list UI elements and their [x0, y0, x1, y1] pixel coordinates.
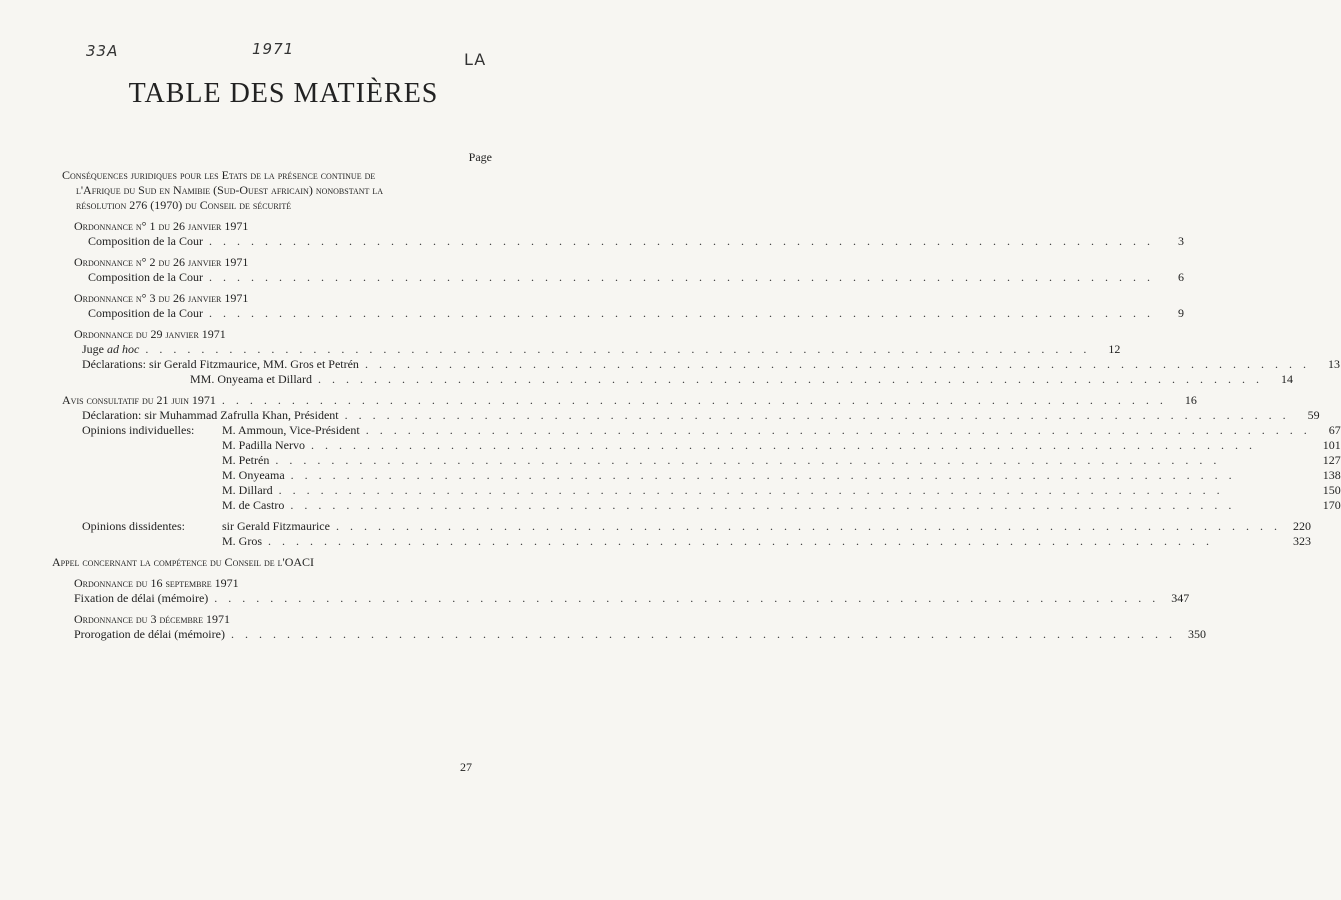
declarations-label: Déclarations: [82, 357, 146, 371]
table-of-contents [52, 150, 1341, 642]
toc-entry-page: 67 [1328, 423, 1341, 437]
toc-entry-text [82, 357, 359, 372]
toc-entry[interactable] [82, 342, 1121, 357]
toc-entry-page: 13 [1327, 357, 1340, 371]
toc-entry[interactable] [222, 534, 1311, 549]
toc-entry[interactable] [222, 453, 1341, 468]
dissenting-opinions-list [222, 519, 1311, 549]
toc-entry-text: Composition de la Cour [88, 234, 203, 248]
leader-dots [209, 234, 1154, 249]
page-title: TABLE DES MATIÈRES [128, 78, 439, 109]
toc-entry-page: 6 [1178, 270, 1184, 284]
page-column-label: Page [468, 150, 492, 164]
toc-entry-page: 347 [1171, 591, 1190, 605]
toc-entry-text: M. de Castro [222, 498, 285, 512]
individual-opinions-list [222, 423, 1341, 513]
toc-entry-text: Prorogation de délai (mémoire) [74, 627, 225, 641]
toc-entry[interactable] [222, 468, 1341, 483]
toc-entry-text: MM. Onyeama et Dillard [190, 372, 312, 386]
toc-entry-page: 9 [1178, 306, 1184, 320]
leader-dots [365, 357, 1310, 372]
handwritten-note-left: 33A [86, 42, 119, 60]
toc-entry-text: M. Padilla Nervo [222, 438, 305, 452]
toc-entry-text: Composition de la Cour [88, 306, 203, 320]
toc-entry-page: 14 [1280, 372, 1293, 386]
leader-dots [311, 438, 1311, 453]
toc-entry-text: M. Dillard [222, 483, 273, 497]
leader-dots [214, 591, 1159, 606]
individual-opinions [82, 423, 1341, 513]
order-heading: Ordonnance du 3 décembre 1971 [74, 612, 231, 626]
toc-entry-text: M. Petrén [222, 453, 270, 467]
toc-entry-text: sir Gerald Fitzmaurice [222, 519, 330, 533]
toc-entry[interactable] [74, 591, 1190, 606]
toc-entry-text: M. Gros [222, 534, 263, 548]
toc-entry[interactable] [222, 483, 1341, 498]
toc-entry[interactable] [82, 408, 1320, 423]
toc-entry-text [82, 342, 139, 357]
toc-entry[interactable] [190, 372, 1293, 387]
section-heading-line: Conséquences juridiques pour les Etats de la présence continue de [62, 168, 376, 182]
order-heading: Ordonnance du 16 septembre 1971 [74, 576, 239, 590]
dissenting-opinions-label: Opinions dissidentes: [82, 519, 186, 533]
toc-entry-page: 220 [1292, 519, 1311, 533]
toc-entry-page: 138 [1322, 468, 1341, 482]
section-heading-line: l'Afrique du Sud en Namibie (Sud-Ouest africain) nonobstant la [76, 183, 384, 197]
toc-entry-page: 3 [1178, 234, 1184, 248]
toc-entry-page: 150 [1322, 483, 1341, 497]
leader-dots [275, 453, 1310, 468]
toc-entry-page: 323 [1292, 534, 1311, 548]
toc-entry-text: Fixation de délai (mémoire) [74, 591, 209, 605]
toc-entry[interactable] [222, 519, 1311, 534]
page-number: 27 [460, 760, 472, 774]
toc-entry-text [82, 408, 339, 423]
declaration-text: sir Gerald Fitzmaurice, MM. Gros et Petrén [148, 357, 359, 371]
toc-entry-text: Composition de la Cour [88, 270, 203, 284]
leader-dots [290, 498, 1310, 513]
leader-dots [366, 423, 1311, 438]
toc-entry-page: 101 [1322, 438, 1341, 452]
toc-entry-page: 16 [1184, 393, 1197, 407]
section-heading-consequences [62, 168, 492, 213]
leader-dots [318, 372, 1263, 387]
toc-entry[interactable] [82, 357, 1340, 372]
leader-dots [268, 534, 1281, 549]
leader-dots [209, 270, 1154, 285]
leader-dots [291, 468, 1311, 483]
order-heading: Ordonnance n° 1 du 26 janvier 1971 [74, 219, 249, 233]
section-heading-appel: Appel concernant la compétence du Conseil de l'OACI [52, 555, 315, 569]
toc-entry[interactable] [88, 306, 1184, 321]
declaration-label: Déclaration: [82, 408, 142, 422]
leader-dots [345, 408, 1290, 423]
toc-entry-text: M. Onyeama [222, 468, 285, 482]
declaration-text: sir Muhammad Zafrulla Khan, Président [144, 408, 339, 422]
section-heading-line: résolution 276 (1970) du Conseil de sécurité [76, 198, 292, 212]
order-heading: Ordonnance du 29 janvier 1971 [74, 327, 226, 341]
toc-entry[interactable] [222, 498, 1341, 513]
toc-entry[interactable] [88, 234, 1184, 249]
toc-entry-text: Avis consultatif du 21 juin 1971 [62, 393, 216, 407]
toc-entry[interactable] [222, 423, 1341, 438]
toc-entry-page: 127 [1322, 453, 1341, 467]
leader-dots [336, 519, 1281, 534]
handwritten-note-middle: 1971 [252, 40, 295, 58]
toc-entry-page: 170 [1322, 498, 1341, 512]
ad-hoc-label: ad hoc [107, 342, 140, 356]
individual-opinions-label: Opinions individuelles: [82, 423, 195, 437]
toc-entry[interactable] [74, 627, 1206, 642]
toc-entry-page: 12 [1108, 342, 1121, 356]
order-heading: Ordonnance n° 2 du 26 janvier 1971 [74, 255, 249, 269]
leader-dots [279, 483, 1311, 498]
toc-entry-page: 59 [1307, 408, 1320, 422]
leader-dots [145, 342, 1090, 357]
leader-dots [209, 306, 1154, 321]
toc-entry-text: M. Ammoun, Vice-Président [222, 423, 360, 437]
dissenting-opinions [82, 519, 1311, 549]
order-heading: Ordonnance n° 3 du 26 janvier 1971 [74, 291, 249, 305]
toc-entry[interactable] [62, 393, 1197, 408]
toc-entry-page: 350 [1187, 627, 1206, 641]
juge-label: Juge [82, 342, 104, 356]
toc-entry[interactable] [88, 270, 1184, 285]
leader-dots [222, 393, 1167, 408]
toc-entry[interactable] [222, 438, 1341, 453]
handwritten-note-right: LA [464, 50, 487, 69]
leader-dots [231, 627, 1176, 642]
